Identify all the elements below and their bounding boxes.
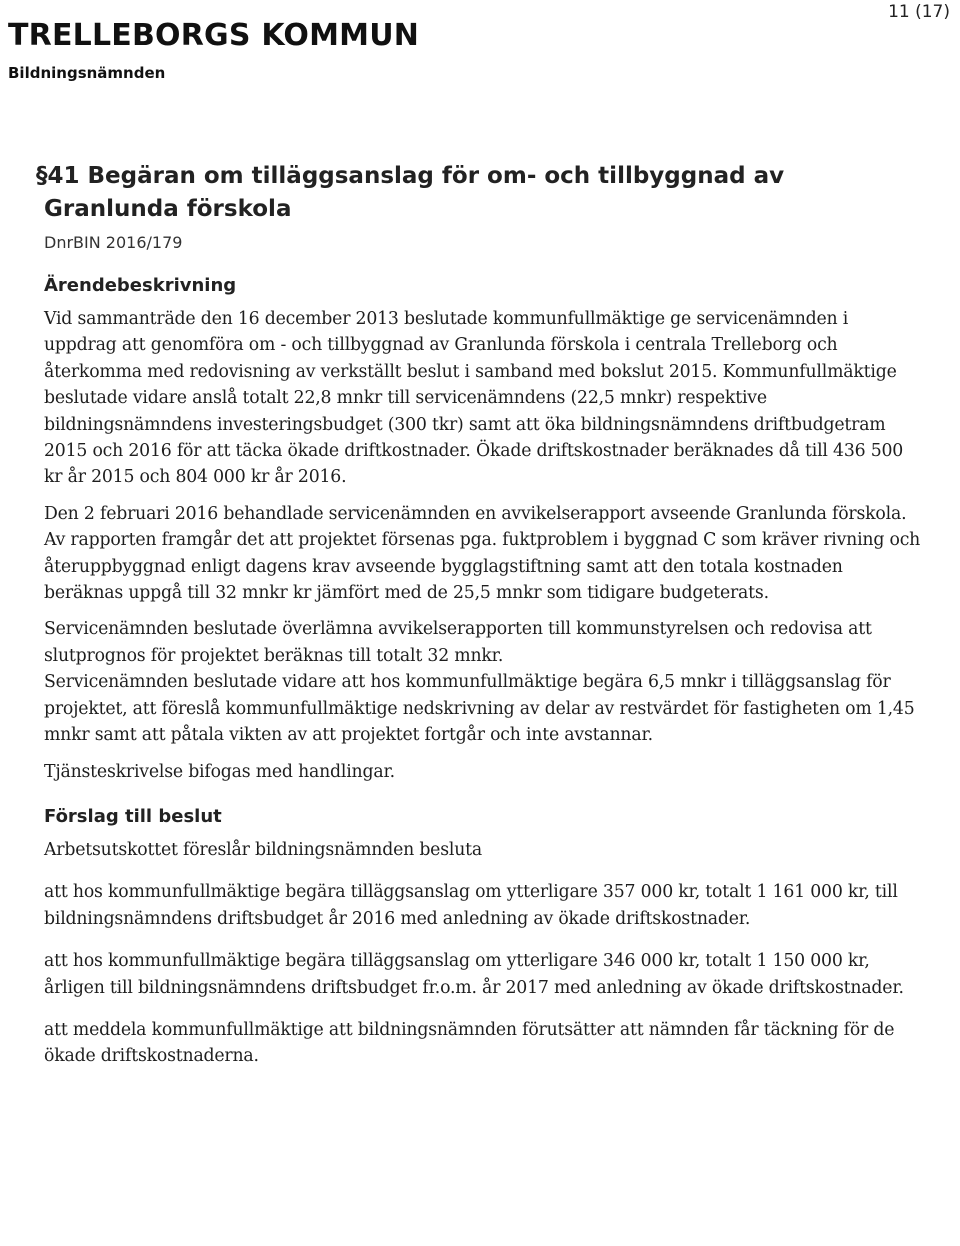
board-name: Bildningsnämnden <box>8 64 166 82</box>
proposal-heading: Förslag till beslut <box>44 805 222 827</box>
page-number: 11 (17) <box>888 2 950 22</box>
case-description-heading: Ärendebeskrivning <box>44 275 237 296</box>
registration-number: DnrBIN 2016/179 <box>44 233 183 252</box>
proposal-paragraph-1: Arbetsutskottet föreslår bildningsnämnden besluta <box>44 839 482 860</box>
proposal-paragraph-4: att meddela kommunfullmäktige att bildningsnämnden förutsätter att nämnden får täckning för de ökade driftskostnaderna. <box>44 1019 895 1067</box>
section-title <box>36 160 924 226</box>
section-title-text: 41 Begäran om tilläggsanslag för om- och tillbyggnad av Granlunda förskola <box>44 163 785 222</box>
organization-name: TRELLEBORGS KOMMUN <box>8 18 420 53</box>
case-paragraph-4: Servicenämnden beslutade vidare att hos kommunfullmäktige begära 6,5 mnkr i tilläggsanslag för projektet, att föreslå kommunfullmäktige nedskrivning av delar av restvärdet för fastigheten om 1,45 mnkr samt att påtala vikten av att projektet fortgår och inte avstannar. <box>44 672 915 746</box>
proposal-paragraph-3: att hos kommunfullmäktige begära tilläggsanslag om ytterligare 346 000 kr, totalt 1 150 000 kr, årligen till bildningsnämndens driftsbudget fr.o.m. år 2017 med anledning av ökade driftskostnader. <box>44 951 904 998</box>
case-paragraph-5: Tjänsteskrivelse bifogas med handlingar. <box>44 761 395 782</box>
document-body <box>36 160 924 1070</box>
case-paragraph-2: Den 2 februari 2016 behandlade servicenämnden en avvikelserapport avseende Granlunda förskola. Av rapporten framgår det att projektet försenas pga. fuktproblem i byggnad C som kräver rivning och återuppbyggnad enligt dagens krav avseende bygglagstiftning samt att den totala kostnaden beräknas uppgå till 32 mnkr kr jämfört med de 25,5 mnkr som tidigare budgeterats. <box>44 503 921 604</box>
paragraph-sign: § <box>36 163 48 189</box>
proposal-paragraph-2: att hos kommunfullmäktige begära tilläggsanslag om ytterligare 357 000 kr, totalt 1 161 000 kr, till bildningsnämndens driftsbudget år 2016 med anledning av ökade driftskostnader. <box>44 882 898 929</box>
case-paragraph-3: Servicenämnden beslutade överlämna avvikelserapporten till kommunstyrelsen och redovisa att slutprognos för projektet beräknas till totalt 32 mnkr. <box>44 619 872 666</box>
case-paragraph-1: Vid sammanträde den 16 december 2013 beslutade kommunfullmäktige ge servicenämnden i uppdrag att genomföra om - och tillbyggnad av Granlunda förskola i centrala Trelleborg och återkomma med redovisning av verkställt beslut i samband med bokslut 2015. Kommunfullmäktige beslutade vidare anslå totalt 22,8 mnkr till servicenämndens (22,5 mnkr) respektive bildningsnämndens investeringsbudget (300 tkr) samt att öka bildningsnämndens driftbudgetram 2015 och 2016 för att täcka ökade driftkostnader. Ökade driftskostnader beräknades då till 436 500 kr år 2015 och 804 000 kr år 2016. <box>44 309 904 488</box>
